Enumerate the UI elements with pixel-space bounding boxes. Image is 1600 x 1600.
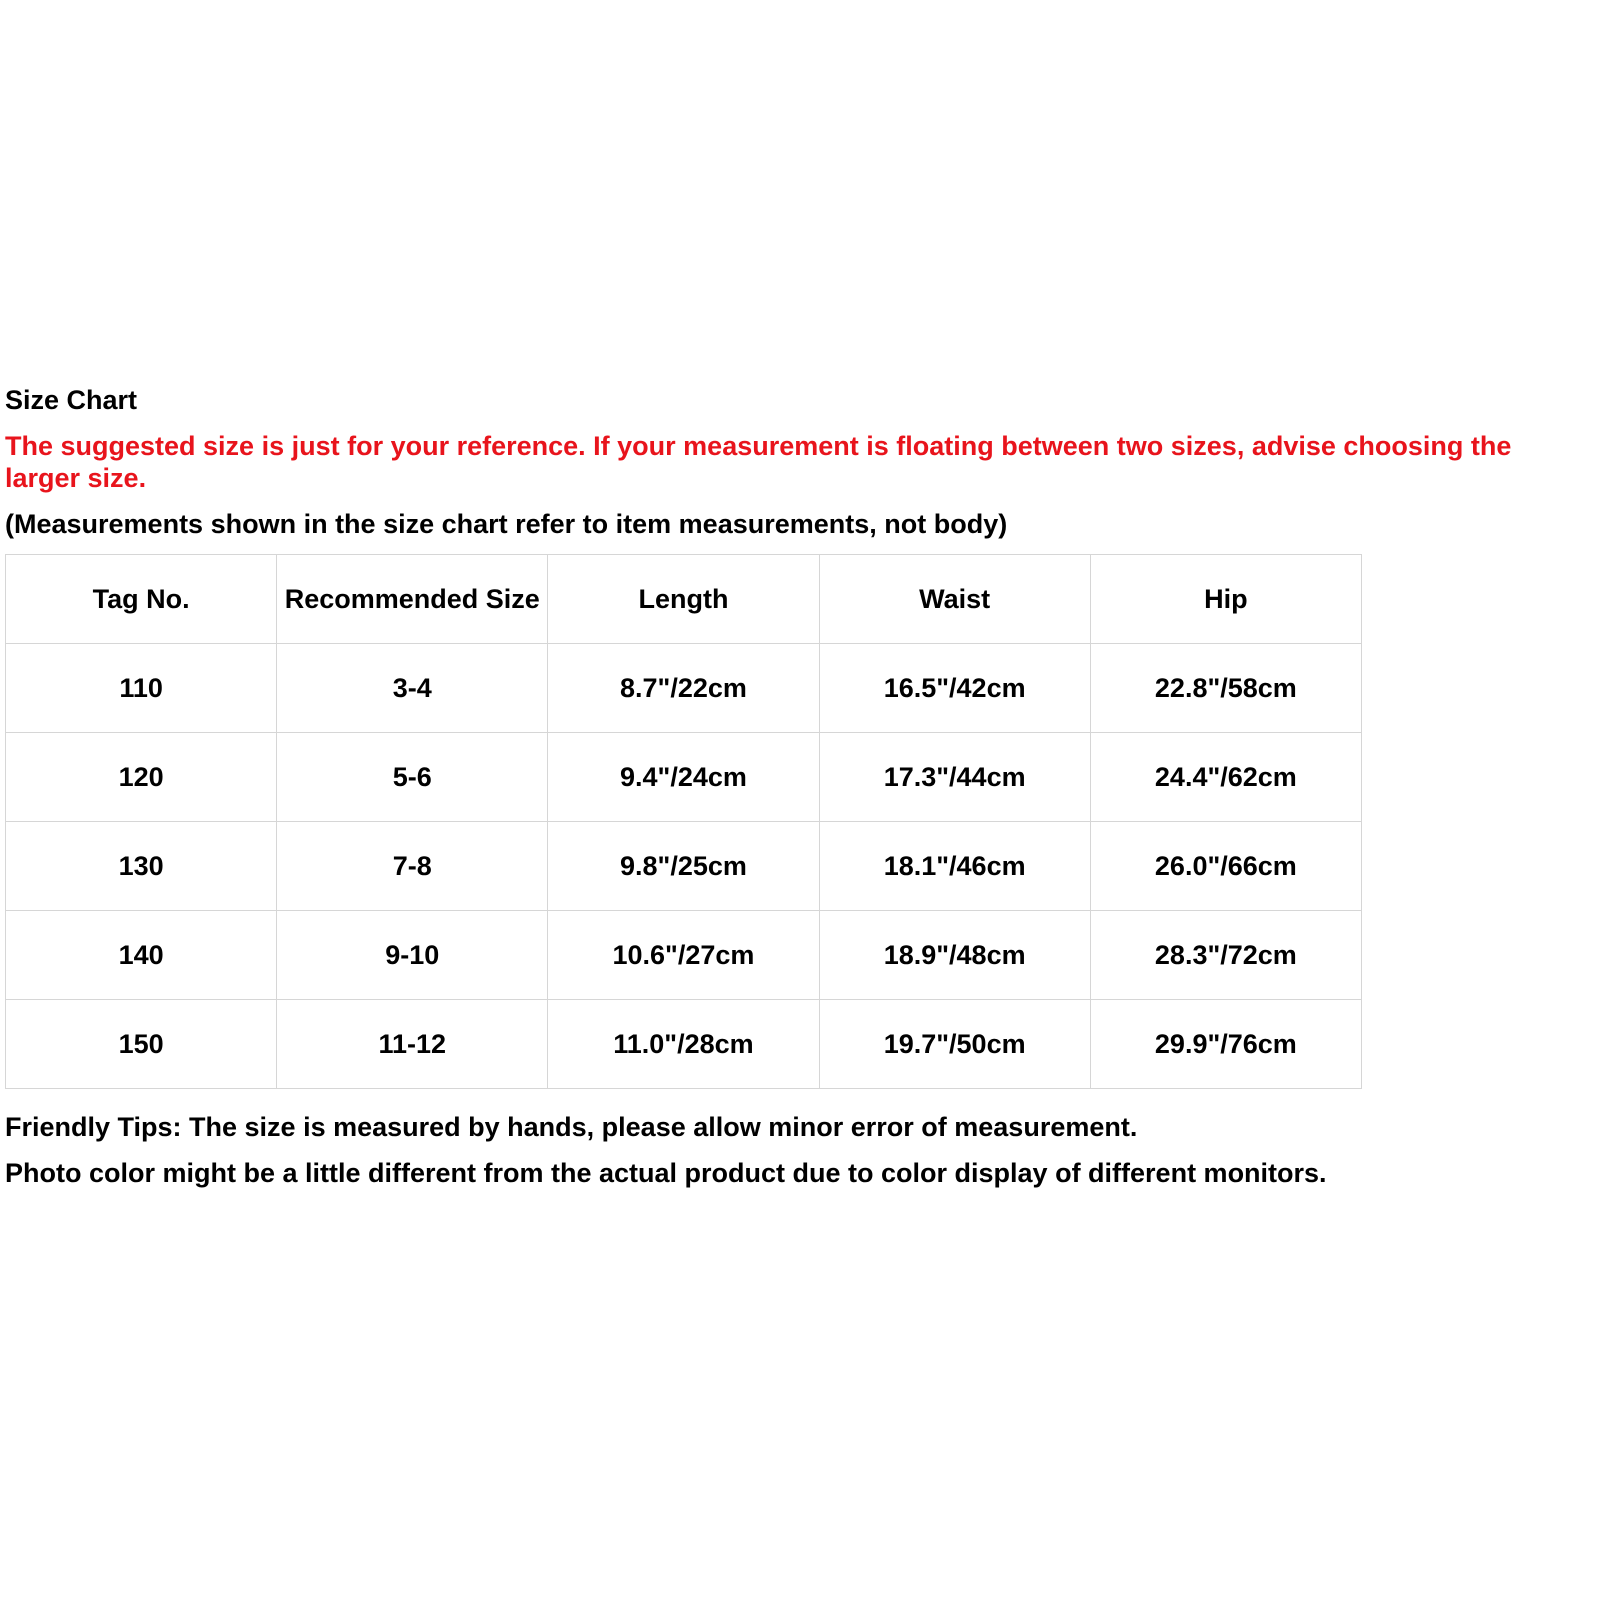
cell-recommended-size: 3-4 <box>277 644 548 733</box>
measurement-note: (Measurements shown in the size chart refer to item measurements, not body) <box>5 509 1008 539</box>
cell-hip: 29.9"/76cm <box>1090 1000 1361 1089</box>
cell-recommended-size: 5-6 <box>277 733 548 822</box>
header-tag-no: Tag No. <box>6 555 277 644</box>
table-row <box>6 822 1362 911</box>
table-row <box>6 911 1362 1000</box>
cell-recommended-size: 9-10 <box>277 911 548 1000</box>
header-hip: Hip <box>1090 555 1361 644</box>
cell-hip: 26.0"/66cm <box>1090 822 1361 911</box>
table-row <box>6 644 1362 733</box>
table-row <box>6 733 1362 822</box>
cell-waist: 18.9"/48cm <box>819 911 1090 1000</box>
size-table <box>5 554 1362 1089</box>
page-title: Size Chart <box>5 385 138 415</box>
cell-tag-no: 150 <box>6 1000 277 1089</box>
cell-waist: 19.7"/50cm <box>819 1000 1090 1089</box>
cell-recommended-size: 11-12 <box>277 1000 548 1089</box>
cell-hip: 28.3"/72cm <box>1090 911 1361 1000</box>
cell-tag-no: 130 <box>6 822 277 911</box>
color-disclaimer: Photo color might be a little different from the actual product due to color display of different monitors. <box>5 1158 1327 1188</box>
cell-length: 10.6"/27cm <box>548 911 819 1000</box>
cell-hip: 22.8"/58cm <box>1090 644 1361 733</box>
cell-waist: 16.5"/42cm <box>819 644 1090 733</box>
cell-length: 11.0"/28cm <box>548 1000 819 1089</box>
cell-tag-no: 140 <box>6 911 277 1000</box>
size-chart-document <box>5 384 1585 1189</box>
size-notice: The suggested size is just for your reference. If your measurement is floating between two sizes, advise choosing the larger size. <box>5 431 1512 493</box>
cell-tag-no: 110 <box>6 644 277 733</box>
table-header-row <box>6 555 1362 644</box>
cell-waist: 17.3"/44cm <box>819 733 1090 822</box>
header-recommended-size: Recommended Size <box>277 555 548 644</box>
cell-length: 9.8"/25cm <box>548 822 819 911</box>
cell-length: 8.7"/22cm <box>548 644 819 733</box>
table-row <box>6 1000 1362 1089</box>
cell-length: 9.4"/24cm <box>548 733 819 822</box>
cell-tag-no: 120 <box>6 733 277 822</box>
cell-hip: 24.4"/62cm <box>1090 733 1361 822</box>
friendly-tips: Friendly Tips: The size is measured by hands, please allow minor error of measurement. <box>5 1112 1138 1142</box>
header-waist: Waist <box>819 555 1090 644</box>
cell-recommended-size: 7-8 <box>277 822 548 911</box>
cell-waist: 18.1"/46cm <box>819 822 1090 911</box>
header-length: Length <box>548 555 819 644</box>
